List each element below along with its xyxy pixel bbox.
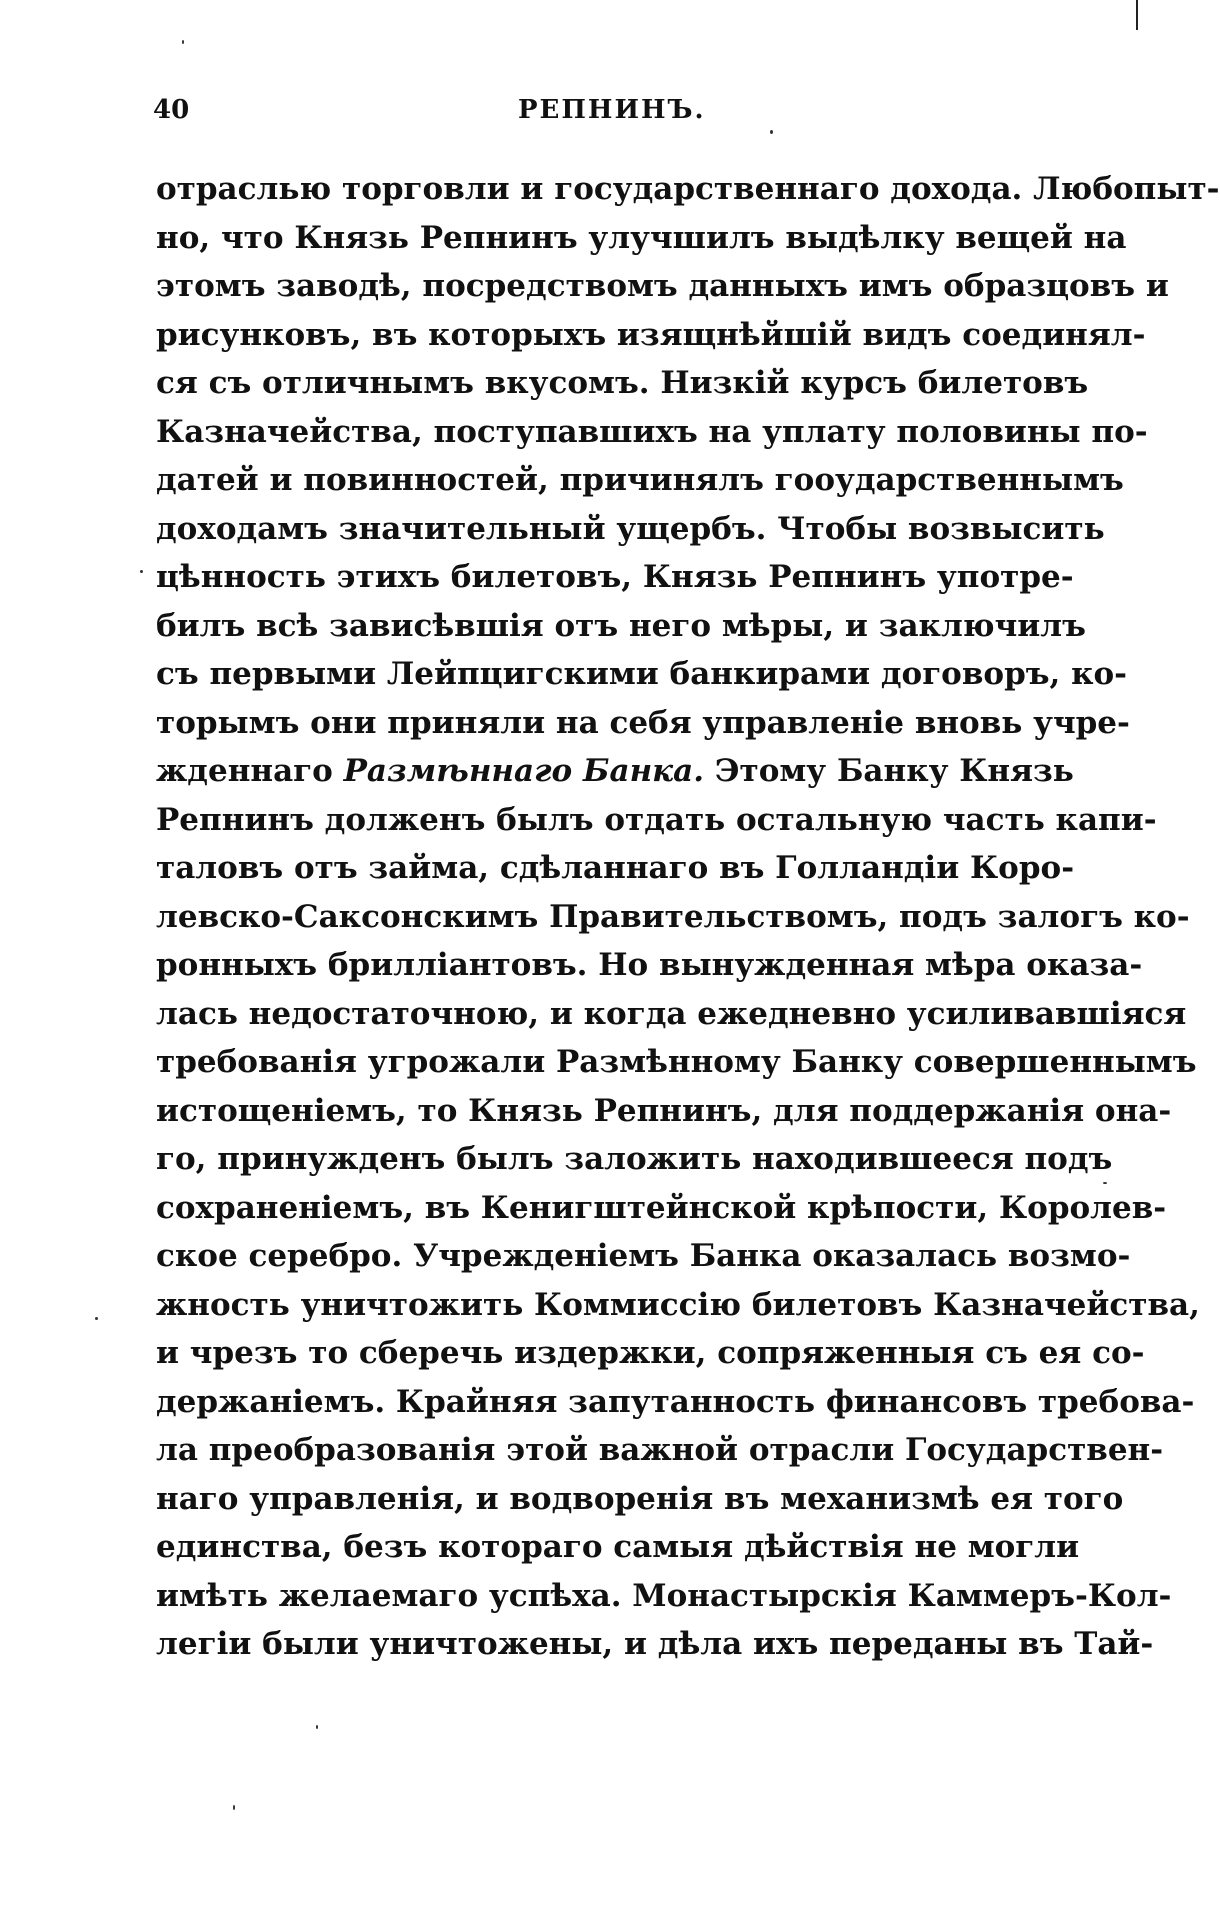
text-line: отраслью торговли и государственнаго дохода. Любопыт- xyxy=(156,171,1220,207)
scan-speck xyxy=(182,40,184,44)
text-line: Репнинъ долженъ былъ отдать остальную часть капи- xyxy=(156,801,1157,838)
text-line: сохраненіемъ, въ Кенигштейнской крѣпости, Королев- xyxy=(156,1189,1167,1226)
text-line: съ первыми Лейпцигскими банкирами договоръ, ко- xyxy=(156,656,1128,692)
text-line: цѣнность этихъ билетовъ, Князь Репнинъ употре- xyxy=(156,559,1074,595)
running-title: РЕПНИНЪ. xyxy=(518,95,706,125)
scan-speck xyxy=(770,130,773,134)
text-line: и чрезъ то сберечь издержки, сопряженныя съ ея со- xyxy=(156,1335,1145,1371)
text-line: ся съ отличнымъ вкусомъ. Низкій курсъ билетовъ xyxy=(156,365,1089,401)
text-line: Казначейства, поступавшихъ на уплату половины по- xyxy=(156,413,1148,450)
text-line: имѣть желаемаго успѣха. Монастырскія Каммеръ-Кол- xyxy=(156,1577,1172,1614)
text-line: доходамъ значительный ущербъ. Чтобы возвысить xyxy=(156,510,1105,547)
text-line: ское серебро. Учрежденіемъ Банка оказалась возмо- xyxy=(156,1238,1131,1274)
text-line: билъ всѣ зависѣвшія отъ него мѣры, и заключилъ xyxy=(156,607,1086,644)
text-line: этомъ заводѣ, посредствомъ данныхъ имъ образцовъ и xyxy=(156,268,1169,304)
text-line: легіи были уничтожены, и дѣла ихъ переданы въ Тай- xyxy=(156,1626,1154,1662)
text-line: таловъ отъ займа, сдѣланнаго въ Голландіи Коро- xyxy=(156,850,1075,886)
text-line: торымъ они приняли на себя управленіе вновь учре- xyxy=(156,704,1130,741)
text-line: единства, безъ котораго самыя дѣйствія не могли xyxy=(156,1529,1080,1565)
text-line: лась недостаточною, и когда ежедневно усиливавшіяся xyxy=(156,995,1187,1032)
text-line: но, что Князь Репнинъ улучшилъ выдѣлку вещей на xyxy=(156,219,1127,256)
text-line: ронныхъ бриллiантовъ. Но вынужденная мѣра оказа- xyxy=(156,947,1143,983)
running-head xyxy=(153,95,1053,135)
text-line-with-italic xyxy=(156,747,1074,796)
text-line: го, принужденъ былъ заложить находившееся подъ xyxy=(156,1141,1113,1177)
scan-speck xyxy=(140,570,143,573)
text-segment: жденнаго xyxy=(156,753,344,789)
body-text xyxy=(156,165,1220,1669)
text-line: рисунковъ, въ которыхъ изящнѣйшій видъ соединял- xyxy=(156,316,1146,353)
text-line: датей и повинностей, причинялъ гоoударственнымъ xyxy=(156,462,1124,498)
text-line: держаніемъ. Крайняя запутанность финансовъ требова- xyxy=(156,1383,1195,1420)
italic-bank-name: Размѣннаго Банка. xyxy=(343,753,705,789)
text-line: жность уничтожить Коммиссію билетовъ Казначейства, xyxy=(156,1286,1200,1323)
scan-speck xyxy=(95,1317,98,1320)
text-line: левско-Саксонскимъ Правительствомъ, подъ залогъ ко- xyxy=(156,898,1190,935)
scan-speck xyxy=(316,1725,318,1729)
scan-speck xyxy=(233,1805,235,1810)
text-line: истощеніемъ, то Князь Репнинъ, для поддержанія она- xyxy=(156,1092,1172,1129)
page-number: 40 xyxy=(153,95,190,125)
text-line: наго управленія, и водворенія въ механизмѣ ея того xyxy=(156,1480,1124,1517)
text-segment: Этому Банку Князь xyxy=(704,753,1074,789)
scan-speck xyxy=(1103,1182,1107,1184)
text-line: ла преобразованія этой важной отрасли Государствен- xyxy=(156,1432,1164,1468)
text-line: требованія угрожали Размѣнному Банку совершеннымъ xyxy=(156,1044,1197,1080)
page-edge-rule xyxy=(1136,0,1138,30)
